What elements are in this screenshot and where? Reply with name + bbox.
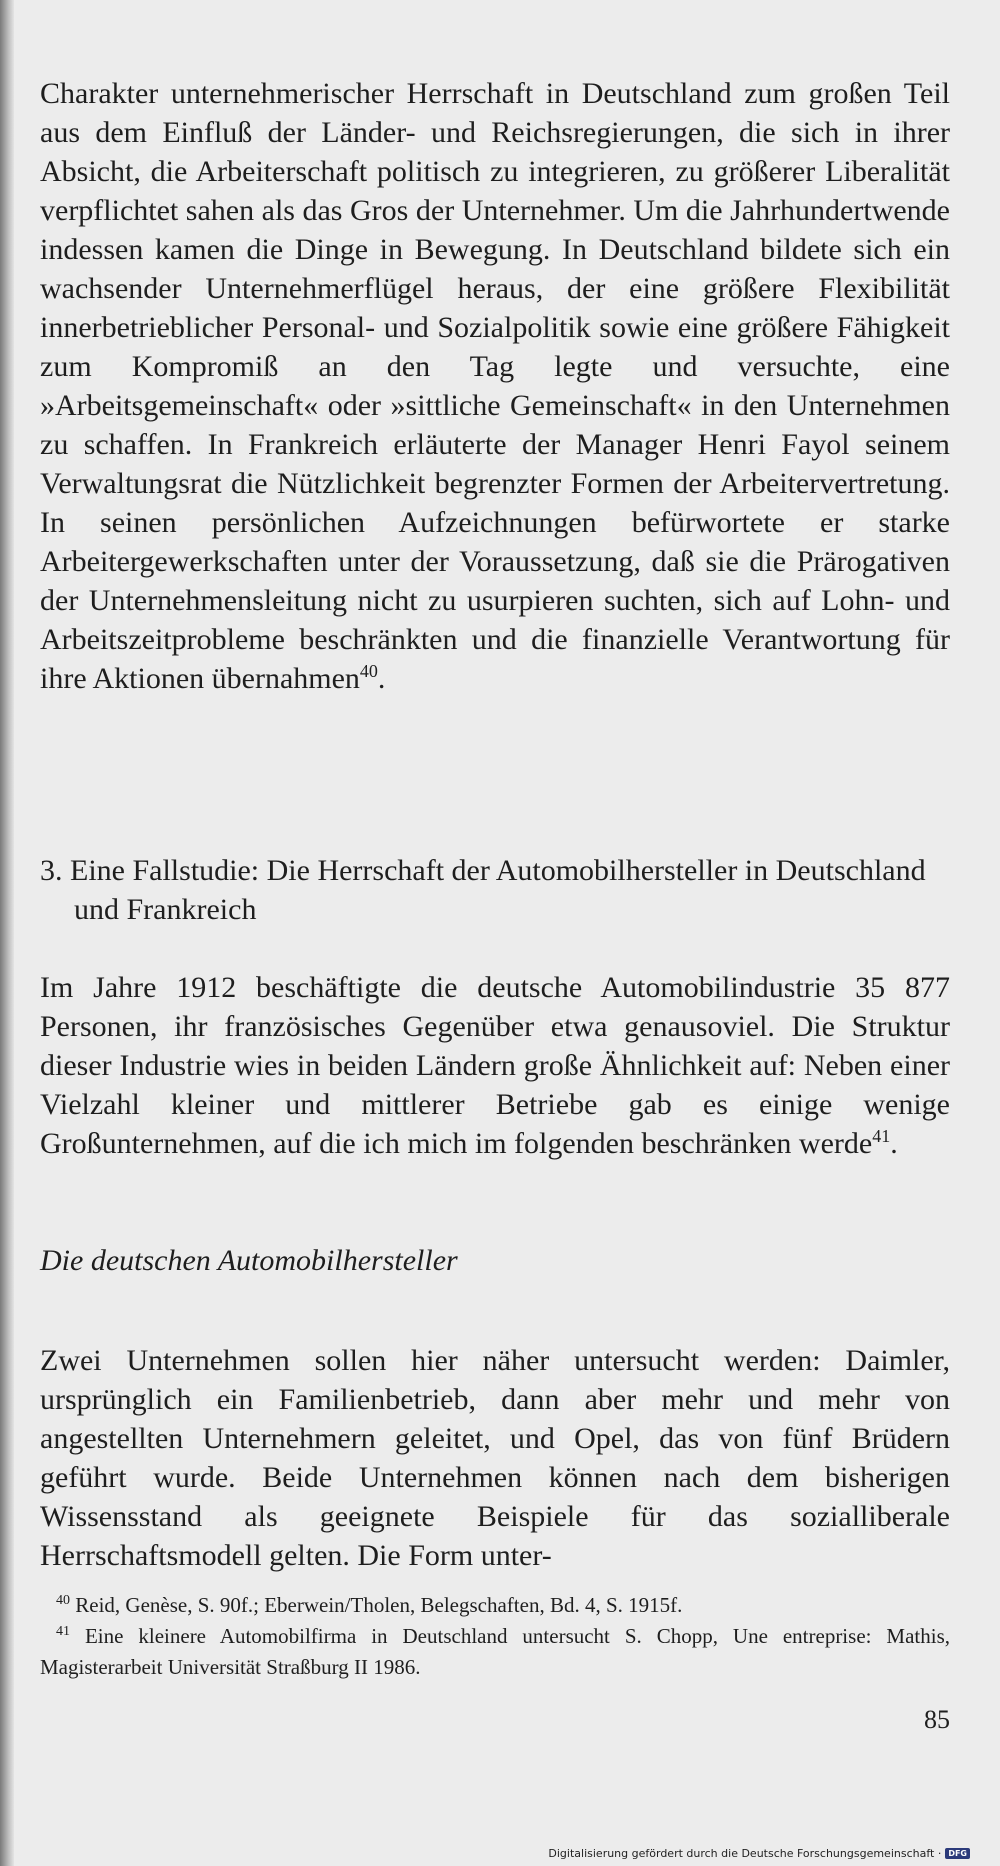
footnote-ref-40: 40 <box>359 661 378 681</box>
digitization-credit <box>548 1847 970 1860</box>
footnote-41 <box>40 1621 950 1683</box>
footnote-40 <box>40 1590 950 1621</box>
paragraph-2-text: Im Jahre 1912 beschäftigte die deutsche Automobilindustrie 35 877 Personen, ihr französisches Gegenüber etwa genausoviel. Die Struktur dieser Industrie wies in beiden Ländern große Ähnlichkeit auf: Neben einer Vielzahl kleiner und mittlerer Betriebe gab es einige wenige Großunternehmen, auf die ich mich im folgenden beschränken werde <box>40 971 950 1160</box>
body-paragraph-3: Zwei Unternehmen sollen hier näher untersucht werden: Daimler, ursprünglich ein Familienbetrieb, dann aber mehr und mehr von angestellten Unternehmern geleitet, und Opel, das von fünf Brüdern geführt wurde. Beide Unternehmen können nach dem bisherigen Wissensstand als geeignete Beispiele für das sozialliberale Herrschaftsmodell gelten. Die Form unter- <box>40 1344 950 1572</box>
digitization-credit-text: Digitalisierung gefördert durch die Deutsche Forschungsgemeinschaft · <box>548 1847 942 1860</box>
footnote-mark: 41 <box>56 1624 70 1639</box>
footnote-text: Eine kleinere Automobilfirma in Deutschland untersucht S. Chopp, Une entreprise: Mathis, Magisterarbeit Universität Straßburg II 1986. <box>40 1624 951 1679</box>
book-spine-shadow <box>0 0 14 1866</box>
book-page <box>40 0 950 1866</box>
section-heading: 3. Eine Fallstudie: Die Herrschaft der Automobilhersteller in Deutschland und Frankreich <box>40 854 926 926</box>
body-paragraph-1: Charakter unternehmerischer Herrschaft in Deutschland zum großen Teil aus dem Einfluß der Länder- und Reichsregierungen, die sich in ihrer Absicht, die Arbeiterschaft politisch zu integrieren, zu größerer Liberalität verpflichtet sahen als das Gros der Unternehmer. Um die Jahrhundertwende indessen kamen die Dinge in Bewegung. In Deutschland bildete sich ein wachsender Unternehmerflügel heraus, der eine größere Flexibilität innerbetrieblicher Personal- und Sozialpolitik sowie eine größere Fähigkeit zum Kompromiß an den Tag legte und versuchte, eine »Arbeitsgemeinschaft« oder »sittliche Gemeinschaft« in den Unternehmen zu schaffen. In Frankreich erläuterte der Manager Henri Fayol seinem Verwaltungsrat die Nützlichkeit begrenzter Formen der Arbeitervertretung. In seinen persönlichen Aufzeichnungen befürwortete er starke Arbeitergewerkschaften unter der Voraussetzung, daß sie die Prärogativen der Unternehmensleitung nicht zu usurpieren suchten, sich auf Lohn- und Arbeitszeitprobleme beschränkten und die finanzielle Verantwortung für ihre Aktionen übernahmen$^{40}$. <box>40 77 950 695</box>
page-number: 85 <box>924 1705 950 1734</box>
section-subheading: Die deutschen Automobilhersteller <box>40 1244 458 1277</box>
footnote-text: Reid, Genèse, S. 90f.; Eberwein/Tholen, Belegschaften, Bd. 4, S. 1915f. <box>75 1593 683 1617</box>
footnote-ref-41: 41 <box>872 1126 891 1146</box>
footnotes <box>40 1590 950 1683</box>
footnote-mark: 40 <box>56 1593 70 1608</box>
body-paragraph-2: Im Jahre 1912 beschäftigte die deutsche Automobilindustrie 35 877 Personen, ihr französisches Gegenüber etwa genausoviel. Die Struktur dieser Industrie wies in beiden Ländern große Ähnlichkeit auf: Neben einer Vielzahl kleiner und mittlerer Betriebe gab es einige wenige Großunternehmen, auf die ich mich im folgenden beschränken werde$^{41}$. <box>40 971 950 1160</box>
paragraph-1-text: Charakter unternehmerischer Herrschaft in Deutschland zum großen Teil aus dem Einfluß der Länder- und Reichsregierungen, die sich in ihrer Absicht, die Arbeiterschaft politisch zu integrieren, zu größerer Liberalität verpflichtet sahen als das Gros der Unternehmer. Um die Jahrhundertwende indessen kamen die Dinge in Bewegung. In Deutschland bildete sich ein wachsender Unternehmerflügel heraus, der eine größere Flexibilität innerbetrieblicher Personal- und Sozialpolitik sowie eine größere Fähigkeit zum Kompromiß an den Tag legte und versuchte, eine »Arbeitsgemeinschaft« oder »sittliche Gemeinschaft« in den Unternehmen zu schaffen. In Frankreich erläuterte der Manager Henri Fayol seinem Verwaltungsrat die Nützlichkeit begrenzter Formen der Arbeitervertretung. In seinen persönlichen Aufzeichnungen befürwortete er starke Arbeitergewerkschaften unter der Voraussetzung, daß sie die Prärogativen der Unternehmensleitung nicht zu usurpieren suchten, sich auf Lohn- und Arbeitszeitprobleme beschränkten und die finanzielle Verantwortung für ihre Aktionen übernahmen <box>40 77 950 695</box>
dfg-logo-icon: DFG <box>945 1848 970 1859</box>
